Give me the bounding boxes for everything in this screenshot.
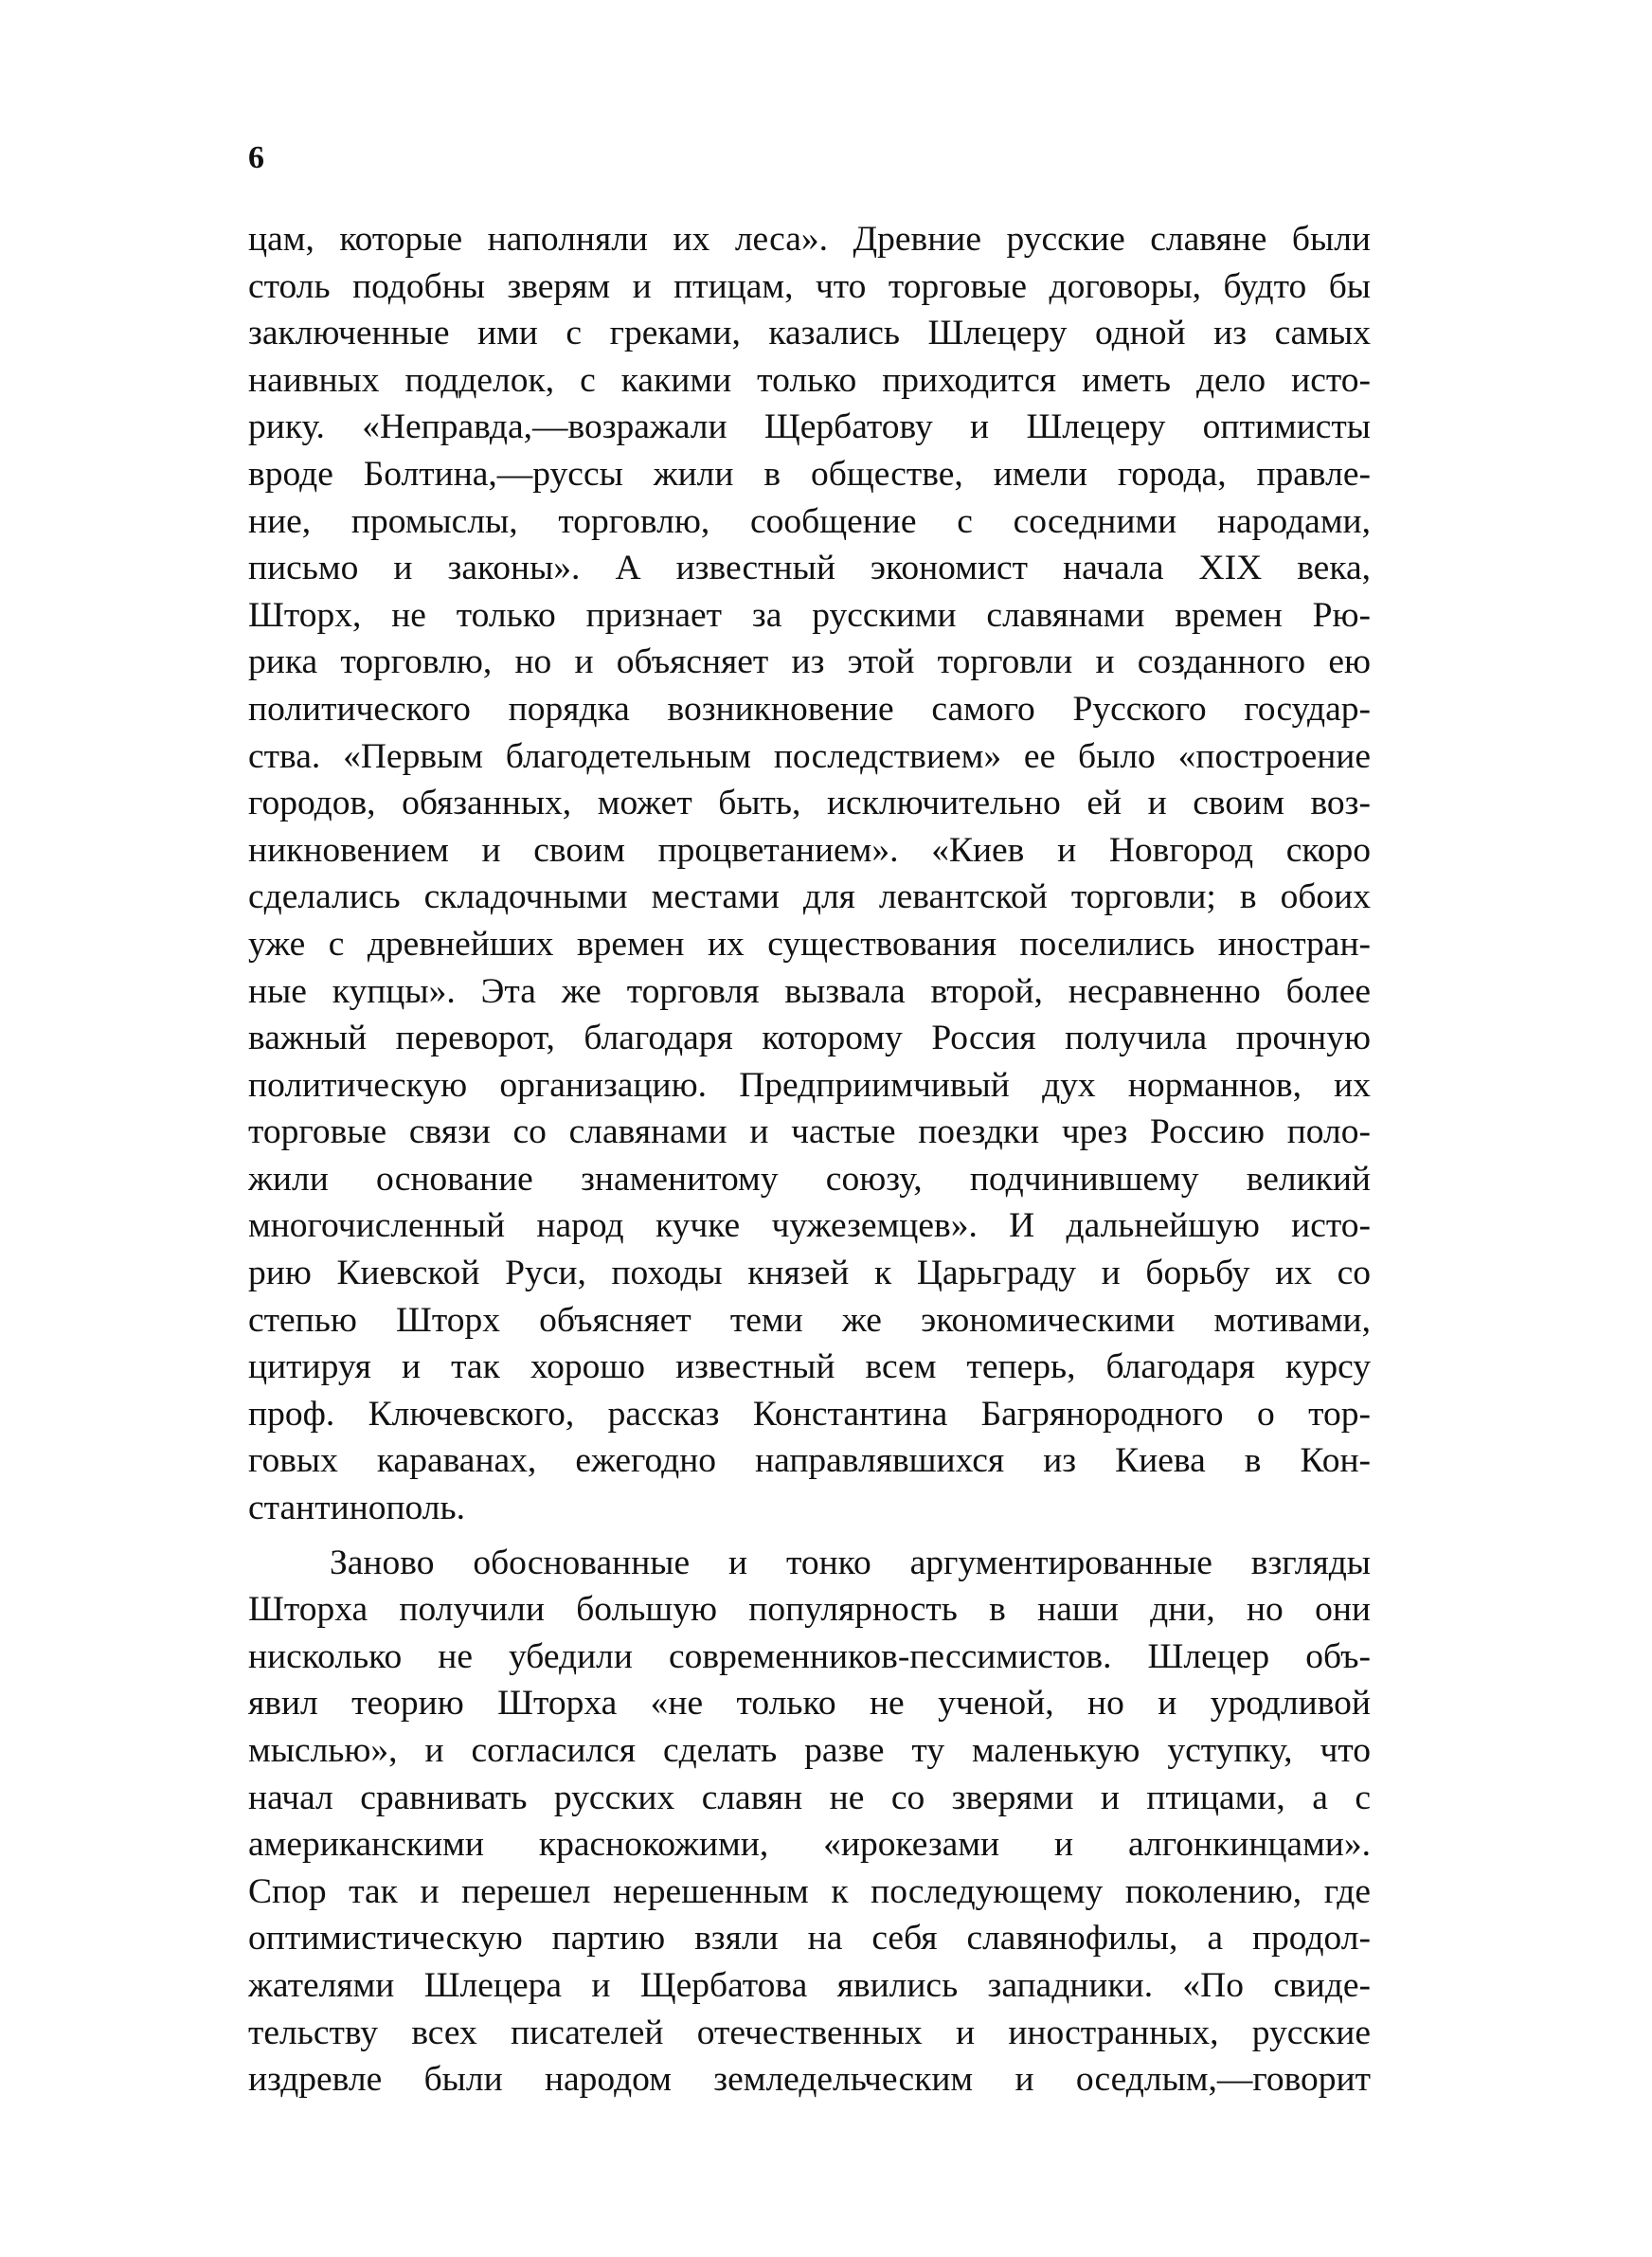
text-line: цитируя и так хорошо известный всем теперь, благодаря курсу xyxy=(248,1347,1371,1387)
text-line: политическую организацию. Предприимчивый дух норманнов, их xyxy=(248,1065,1371,1105)
text-line: наивных подделок, с какими только приходится иметь дело исто- xyxy=(248,360,1371,400)
text-line: столь подобны зверям и птицам, что торговые договоры, будто бы xyxy=(248,266,1371,306)
text-line: жателями Шлецера и Щербатова явились западники. «По свиде- xyxy=(248,1965,1371,2005)
text-line: рику. «Неправда,—возражали Щербатову и Шлецеру оптимисты xyxy=(248,407,1371,447)
text-line: издревле были народом земледельческим и оседлым,—говорит xyxy=(248,2060,1371,2100)
text-line: тельству всех писателей отечественных и иностранных, русские xyxy=(248,2013,1371,2052)
paragraph-2 xyxy=(248,1540,1371,2104)
text-line: мыслью», и согласился сделать разве ту маленькую уступку, что xyxy=(248,1731,1371,1770)
text-line: вроде Болтина,—руссы жили в обществе, имели города, правле- xyxy=(248,454,1371,494)
text-line: политического порядка возникновение самого Русского государ- xyxy=(248,689,1371,729)
text-line: говых караванах, ежегодно направлявшихся из Киева в Кон- xyxy=(248,1441,1371,1481)
paragraph-gap xyxy=(248,1532,1371,1540)
text-line: американскими краснокожими, «ирокезами и алгонкинцами». xyxy=(248,1825,1371,1865)
text-line: важный переворот, благодаря которому Россия получила прочную xyxy=(248,1019,1371,1058)
body-text xyxy=(248,216,1371,2104)
paragraph-1 xyxy=(248,216,1371,1532)
text-line: проф. Ключевского, рассказ Константина Багрянородного о тор- xyxy=(248,1394,1371,1434)
text-line: городов, обязанных, может быть, исключительно ей и своим воз- xyxy=(248,784,1371,823)
text-line: стантинополь. xyxy=(248,1489,465,1528)
text-line: жили основание знаменитому союзу, подчинившему великий xyxy=(248,1159,1371,1199)
text-line: письмо и законы». А известный экономист начала XIX века, xyxy=(248,549,1371,588)
text-line: ние, промыслы, торговлю, сообщение с соседними народами, xyxy=(248,501,1371,541)
text-line: Спор так и перешел нерешенным к последующему поколению, где xyxy=(248,1871,1371,1911)
text-line: заключенные ими с греками, казались Шлецеру одной из самых xyxy=(248,314,1371,353)
text-line: цам, которые наполняли их леса». Древние русские славяне были xyxy=(248,220,1371,259)
text-line: уже с древнейших времен их существования поселились иностран- xyxy=(248,924,1371,964)
text-line: явил теорию Шторха «не только не ученой, но и уродливой xyxy=(248,1684,1371,1724)
text-line: ные купцы». Эта же торговля вызвала второй, несравненно более xyxy=(248,971,1371,1011)
text-line: степью Шторх объясняет теми же экономическими мотивами, xyxy=(248,1300,1371,1340)
text-line: нисколько не убедили современников-пессимистов. Шлецер объ- xyxy=(248,1636,1371,1676)
text-line: рика торговлю, но и объясняет из этой торговли и созданного ею xyxy=(248,642,1371,682)
text-line: сделались складочными местами для левантской торговли; в обоих xyxy=(248,877,1371,917)
text-line: никновением и своим процветанием». «Киев и Новгород скоро xyxy=(248,830,1371,870)
text-line: Шторх, не только признает за русскими славянами времен Рю- xyxy=(248,595,1371,635)
text-line: начал сравнивать русских славян не со зверями и птицами, а с xyxy=(248,1778,1371,1817)
text-line: оптимистическую партию взяли на себя славянофилы, а продол- xyxy=(248,1919,1371,1959)
text-line: Шторха получили большую популярность в наши дни, но они xyxy=(248,1590,1371,1630)
page-number: 6 xyxy=(248,140,264,175)
text-line: ства. «Первым благодетельным последствием» ее было «построение xyxy=(248,736,1371,776)
text-line: многочисленный народ кучке чужеземцев». И дальнейшую исто- xyxy=(248,1206,1371,1246)
text-line: торговые связи со славянами и частые поездки чрез Россию поло- xyxy=(248,1112,1371,1152)
text-line: Заново обоснованные и тонко аргументированные взгляды xyxy=(330,1543,1371,1582)
text-line: рию Киевской Руси, походы князей к Царьграду и борьбу их со xyxy=(248,1254,1371,1293)
